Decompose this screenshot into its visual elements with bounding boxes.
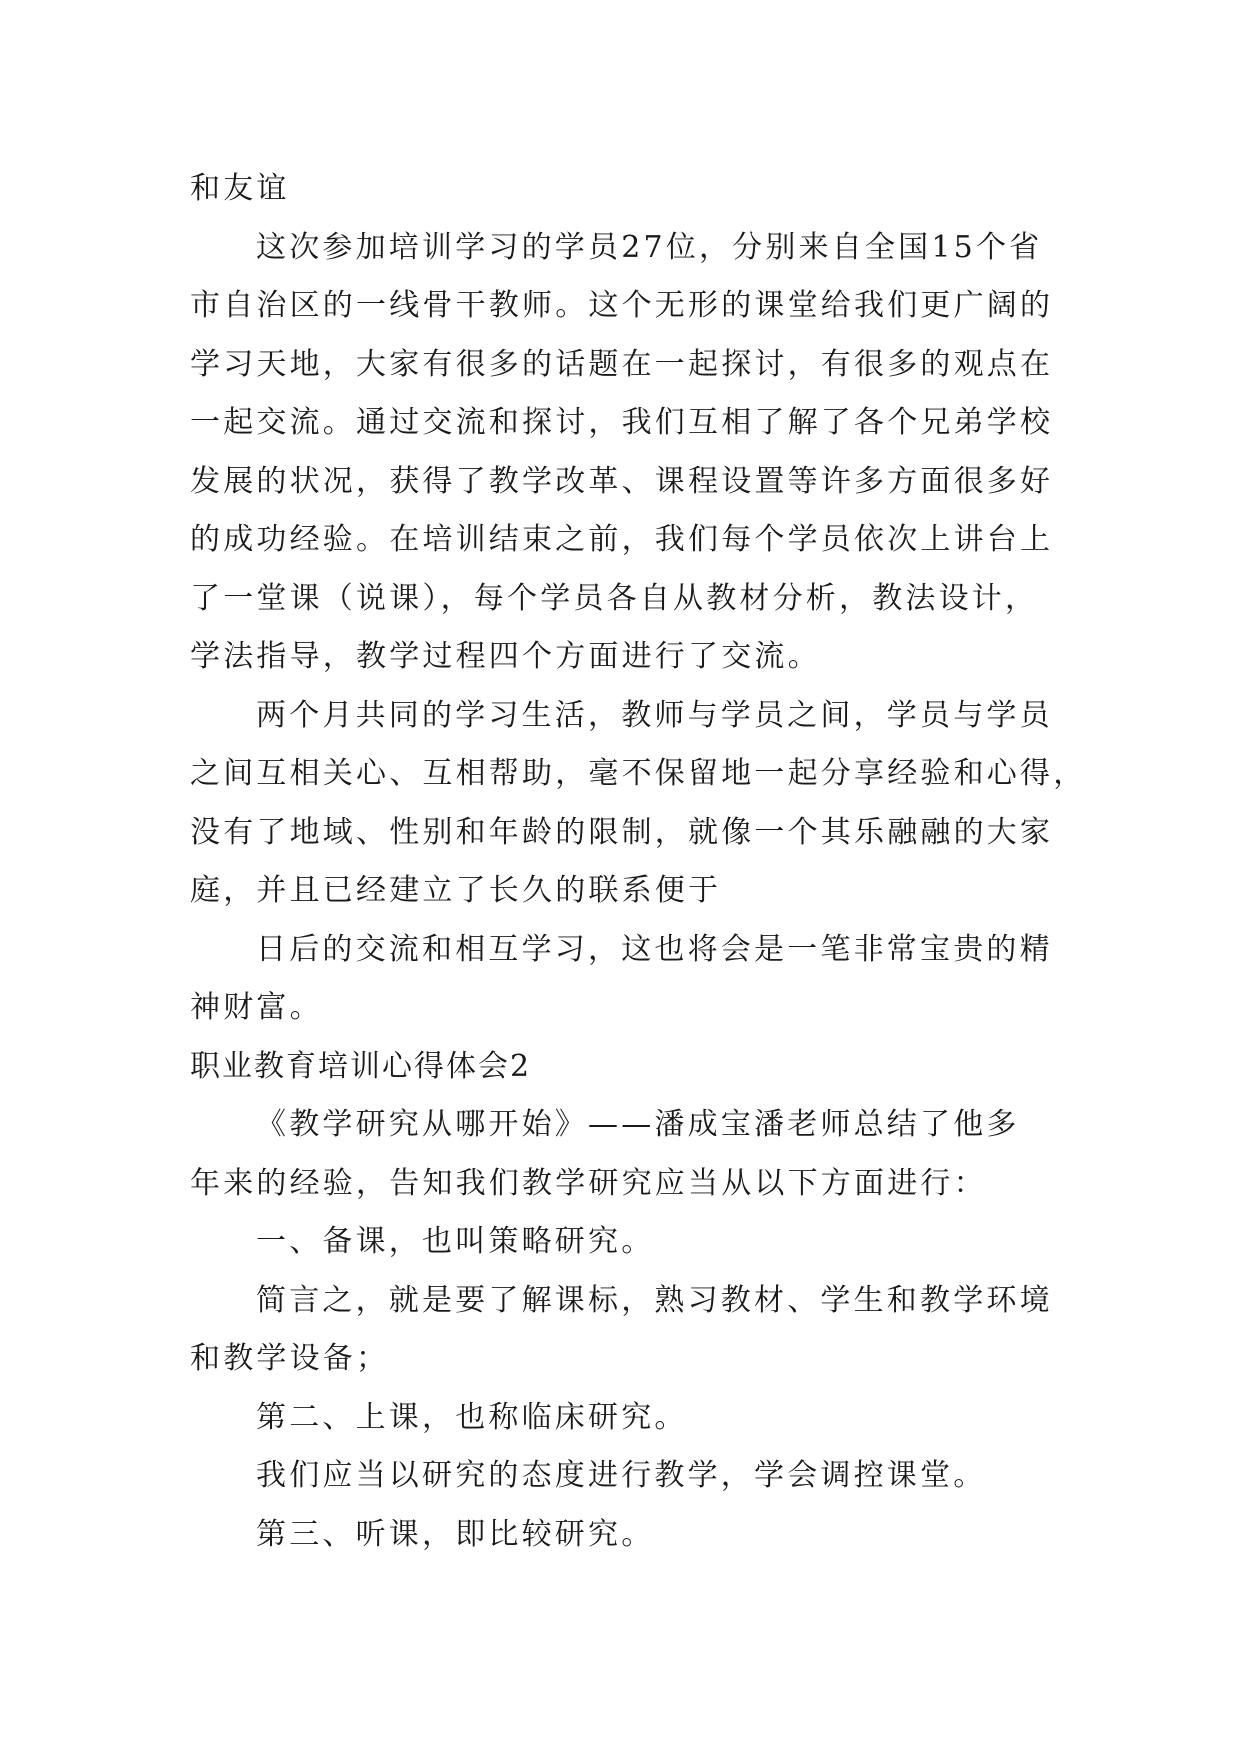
text-line: 神财富。 [190,990,323,1025]
text-line: 没有了地域、性别和年龄的限制，就像一个其乐融融的大家 [190,814,1054,850]
text-line: 的成功经验。在培训结束之前，我们每个学员依次上讲台上 [190,522,1054,557]
text-line: 和友谊 [190,171,290,206]
text-line: 之间互相关心、互相帮助，毫不保留地一起分享经验和心得， [190,756,1087,791]
paragraph-start: 两个月共同的学习生活，教师与学员之间，学员与学员 [256,697,1053,733]
text-line: 和教学设备； [190,1341,390,1376]
text-line: 学习天地，大家有很多的话题在一起探讨，有很多的观点在 [190,346,1054,382]
text-line: 庭，并且已经建立了长久的联系便于 [190,873,722,908]
paragraph-start: 一、备课，也叫策略研究。 [256,1224,655,1259]
text-line: 年来的经验，告知我们教学研究应当从以下方面进行： [190,1165,987,1201]
paragraph-start: 日后的交流和相互学习，这也将会是一笔非常宝贵的精 [256,931,1053,967]
paragraph-start: 第二、上课，也称临床研究。 [256,1399,688,1435]
paragraph-start: 这次参加培训学习的学员27位，分别来自全国15个省 [256,229,1043,265]
section-heading: 职业教育培训心得体会2 [190,1048,532,1084]
paragraph-start: 《教学研究从哪开始》——潘成宝潘老师总结了他多 [256,1107,1020,1142]
text-line: 了一堂课（说课），每个学员各自从教材分析，教法设计， [190,580,1039,616]
document-body [190,160,1087,1564]
text-line: 发展的状况，获得了教学改革、课程设置等许多方面很多好 [190,463,1054,499]
text-line: 一起交流。通过交流和探讨，我们互相了解了各个兄弟学校 [190,405,1054,440]
paragraph-start: 我们应当以研究的态度进行教学，学会调控课堂。 [256,1458,987,1493]
paragraph-start: 第三、听课，即比较研究。 [256,1516,655,1552]
text-line: 学法指导，教学过程四个方面进行了交流。 [190,639,821,674]
paragraph-start: 简言之，就是要了解课标，熟习教材、学生和教学环境 [256,1282,1053,1318]
text-line: 市自治区的一线骨干教师。这个无形的课堂给我们更广阔的 [190,288,1054,323]
